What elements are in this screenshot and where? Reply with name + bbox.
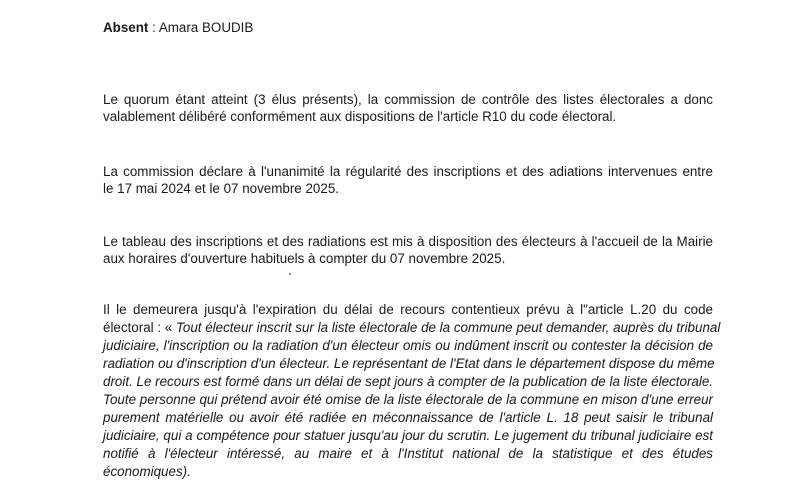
recours-italic-line-6: judiciaire, qui a compétence pour statuer jusqu'au jour du scrutin. Le jugement du tribunal judiciaire est — [103, 428, 713, 443]
recours-line-2 — [103, 319, 721, 337]
quorum-line-1: Le quorum étant atteint (3 élus présents), la commission de contrôle des listes électorales a donc — [103, 92, 713, 107]
recours-italic-line-7: notifié à l'électeur intéressé, au maire et à l'Institut national de la statistique et des études — [103, 446, 713, 461]
recours-line-2-plain: électoral : « — [103, 320, 176, 335]
absent-label: Absent — [103, 20, 149, 35]
absent-separator: : — [148, 20, 159, 35]
declaration-line-2: le 17 mai 2024 et le 07 novembre 2025. — [103, 181, 339, 196]
absent-line — [103, 19, 253, 37]
quorum-line-2: valablement délibéré conformément aux dispositions de l'article R10 du code électoral. — [103, 109, 617, 124]
declaration-line-1: La commission déclare à l'unanimité la régularité des inscriptions et des adiations intervenues entre — [103, 164, 713, 179]
tableau-line-1: Le tableau des inscriptions et des radiations est mis à disposition des électeurs à l'accueil de la Mairie — [103, 234, 713, 249]
scan-speck — [289, 273, 291, 275]
recours-italic-line-3: droit. Le recours est formé dans un délai de sept jours à compter de la publication de la liste électorale. — [103, 374, 713, 389]
absent-name: Amara BOUDIB — [158, 20, 254, 35]
recours-italic-line-8: économiques). — [103, 464, 191, 479]
recours-line-2-italic: Tout électeur inscrit sur la liste électorale de la commune peut demander, auprès du tribunal — [175, 320, 721, 335]
tableau-line-2: aux horaires d'ouverture habituels à compter du 07 novembre 2025. — [103, 251, 506, 266]
recours-italic-line-2: radiation ou d'inscription d'un électeur. Le représentant de l'Etat dans le département dispose du même — [103, 356, 715, 371]
recours-italic-line-1: judiciaire, l'inscription ou la radiation d'un électeur omis ou indûment inscrit ou contester la décision de — [103, 338, 713, 353]
recours-italic-line-5: purement matérielle ou avoir été radiée en méconnaissance de l'article L. 18 peut saisir le tribunal — [103, 410, 713, 425]
recours-italic-line-4: Toute personne qui prétend avoir été omise de la liste électorale de la commune en mison d'une erreur — [103, 392, 713, 407]
recours-line-1: Il le demeurera jusqu'à l'expiration du délai de recours contentieux prévu à l"article L.20 du code — [103, 302, 713, 317]
